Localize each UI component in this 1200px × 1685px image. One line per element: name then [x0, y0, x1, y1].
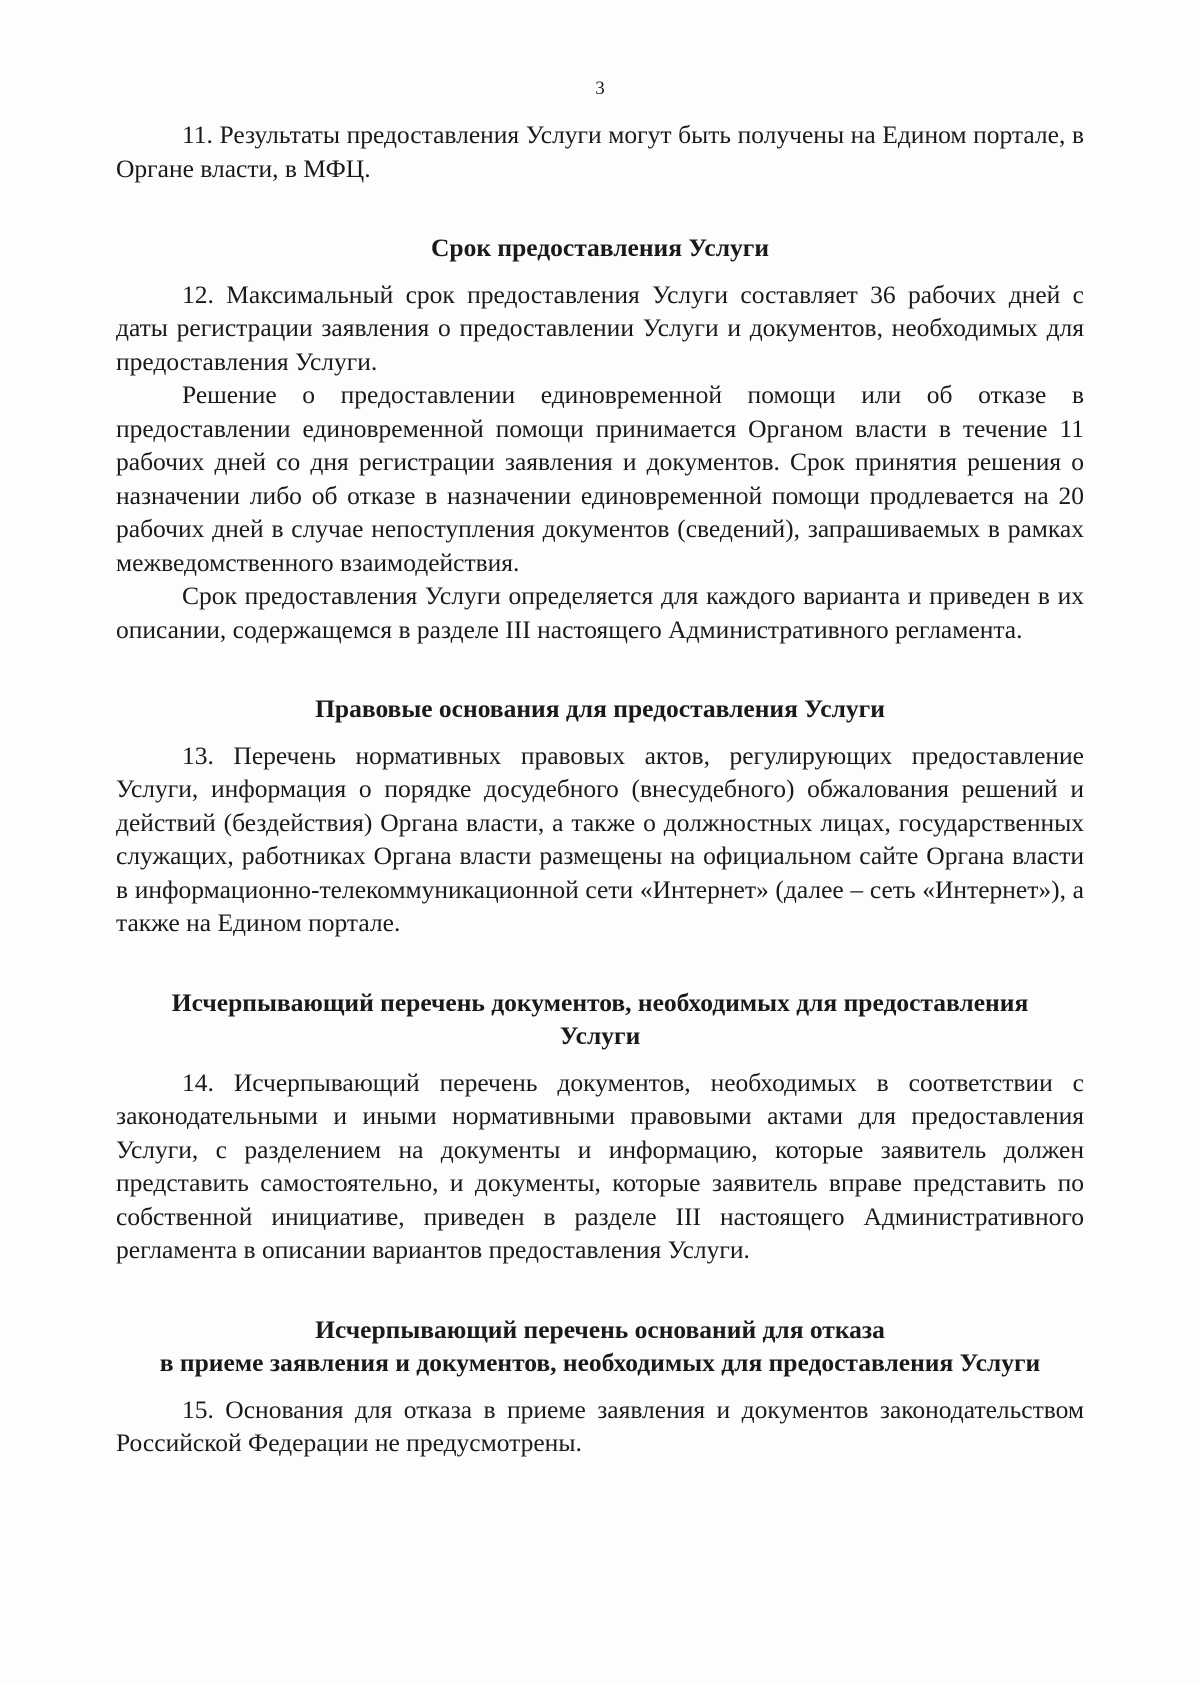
paragraph-14: 14. Исчерпывающий перечень документов, необходимых в соответствии с законодательными и иными нормативными правовыми актами для предоставления Услуги, с разделением на документы и информацию, которые заявитель должен представить самостоятельно, и документы, которые заявитель вправе представить по собственной инициативе, приведен в разделе III настоящего Административного регламента в описании вариантов предоставления Услуги. [116, 1067, 1084, 1264]
heading-line: Исчерпывающий перечень документов, необходимых для предоставления [171, 987, 1029, 1017]
paragraph-13: 13. Перечень нормативных правовых актов, регулирующих предоставление Услуги, информация о порядке досудебного (внесудебного) обжалования решений и действий (бездействия) Органа власти, а также о должностных лицах, государственных служащих, работниках Органа власти размещены на официальном сайте Органа власти в информационно-телекоммуникационной сети «Интернет» (далее – сеть «Интернет»), а также на Едином портале. [116, 740, 1084, 937]
section-heading-documents [116, 986, 1084, 1053]
document-body [116, 118, 1084, 1460]
heading-line: Услуги [559, 1021, 641, 1050]
paragraph-12: 12. Максимальный срок предоставления Услуги составляет 36 рабочих дней с даты регистрации заявления о предоставлении Услуги и документов, необходимых для предоставления Услуги. [116, 279, 1084, 376]
page-number: 3 [595, 78, 605, 99]
paragraph-11: 11. Результаты предоставления Услуги могут быть получены на Едином портале, в Органе власти, в МФЦ. [116, 120, 1084, 183]
paragraph-15: 15. Основания для отказа в приеме заявления и документов законодательством Российской Федерации не предусмотрены. [116, 1394, 1084, 1457]
heading-line: Исчерпывающий перечень оснований для отказа [315, 1314, 885, 1344]
heading-line: в приеме заявления и документов, необходимых для предоставления Услуги [159, 1348, 1041, 1377]
section-heading-refusal [116, 1313, 1084, 1380]
paragraph-variants: Срок предоставления Услуги определяется для каждого варианта и приведен в их описании, содержащемся в разделе III настоящего Административного регламента. [116, 581, 1084, 644]
paragraph-decision: Решение о предоставлении единовременной помощи или об отказе в предоставлении единовременной помощи принимается Органом власти в течение 11 рабочих дней со дня регистрации заявления и документов. Срок принятия решения о назначении либо об отказе в назначении единовременной помощи продлевается на 20 рабочих дней в случае непоступления документов (сведений), запрашиваемых в рамках межведомственного взаимодействия. [116, 380, 1084, 577]
section-heading-term: Срок предоставления Услуги [430, 233, 770, 262]
section-heading-legal: Правовые основания для предоставления Услуги [315, 694, 885, 723]
